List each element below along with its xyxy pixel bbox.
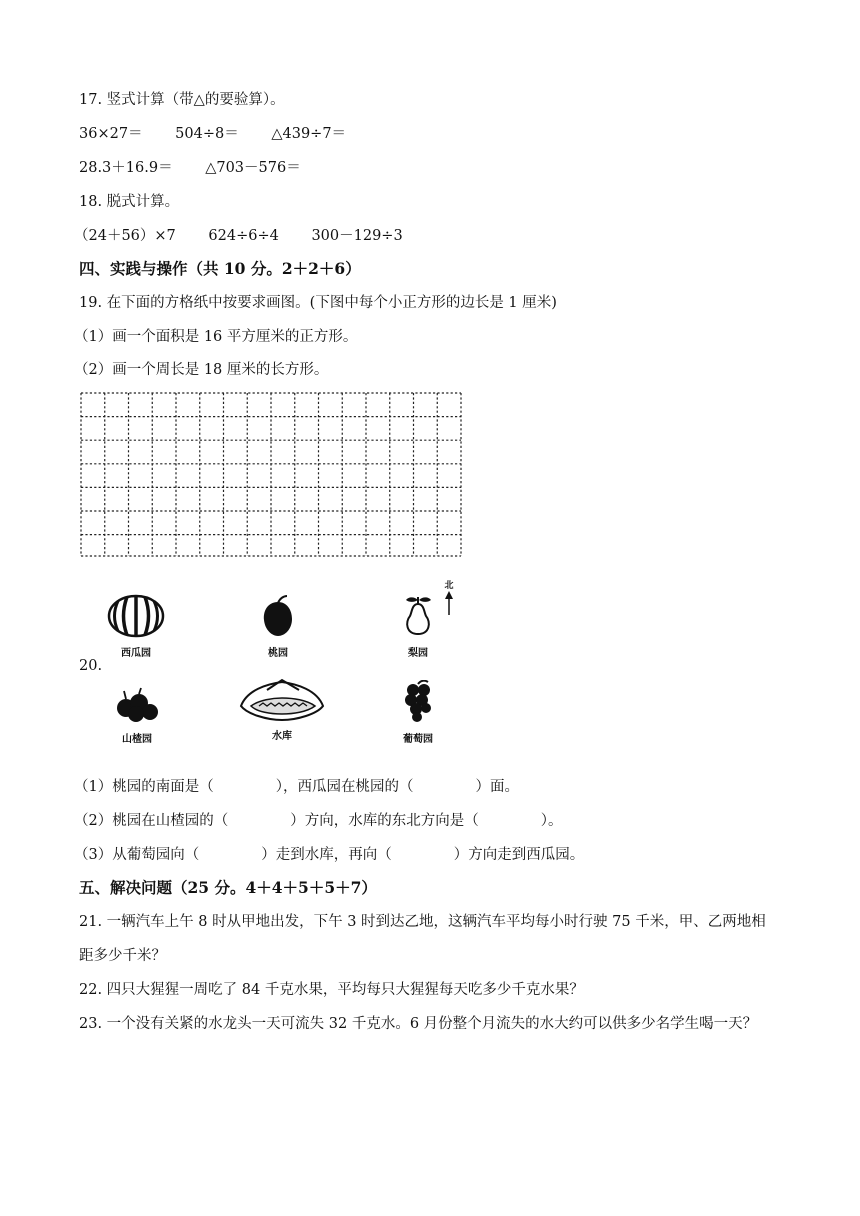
reservoir-icon [237, 676, 327, 726]
section4-heading: 四、实践与操作（共 10 分。2＋2＋6） [79, 259, 361, 278]
q17-expr-3: △439÷7＝ [271, 126, 347, 142]
hawthorn-icon [112, 686, 162, 724]
label-grape-garden: 葡萄园 [403, 734, 433, 745]
q17-expr-4: 28.3＋16.9＝ [79, 160, 173, 176]
q22-text: 22. 四只大猩猩一周吃了 84 千克水果，平均每只大猩猩每天吃多少千克水果？ [79, 982, 584, 998]
q20-part1: （1）桃园的南面是（ ），西瓜园在桃园的（ ）面。 [74, 779, 519, 795]
peach-icon [261, 594, 295, 638]
label-pear-garden: 梨园 [408, 648, 428, 659]
pear-icon [398, 594, 438, 638]
grape-icon [401, 680, 435, 724]
q18-title: 18. 脱式计算。 [79, 194, 180, 210]
q17-expr-2: 504÷8＝ [175, 126, 239, 142]
q21-line1: 21. 一辆汽车上午 8 时从甲地出发，下午 3 时到达乙地，这辆汽车平均每小时行驶 75 千米，甲、乙两地相 [79, 914, 766, 930]
q17-row1 [79, 122, 346, 143]
q18-expr-1: （24＋56）×7 [74, 228, 176, 244]
watermelon-icon [107, 594, 165, 638]
q18-row1 [74, 224, 403, 245]
peach-garden [244, 594, 312, 659]
label-reservoir: 水库 [272, 731, 292, 742]
q23-text: 23. 一个没有关紧的水龙头一天可流失 32 千克水。6 月份整个月流失的水大约可以供多少名学生喝一天？ [79, 1016, 758, 1032]
q20-part2: （2）桃园在山楂园的（ ）方向，水库的东北方向是（ ）。 [74, 813, 563, 829]
q19-part1: （1）画一个面积是 16 平方厘米的正方形。 [74, 329, 358, 345]
q20-number: 20. [79, 658, 103, 674]
reservoir [236, 676, 328, 742]
label-watermelon-garden: 西瓜园 [121, 648, 151, 659]
hawthorn-garden [102, 686, 172, 745]
q21-line2: 距多少千米？ [79, 948, 166, 964]
watermelon-garden [100, 594, 172, 659]
pear-garden [384, 594, 452, 659]
grape-garden [384, 680, 452, 745]
label-hawthorn-garden: 山楂园 [122, 734, 152, 745]
q20-part3: （3）从葡萄园向（ ）走到水库，再向（ ）方向走到西瓜园。 [74, 847, 585, 863]
q17-expr-1: 36×27＝ [79, 126, 143, 142]
section5-heading: 五、解决问题（25 分。4＋4＋5＋5＋7） [79, 878, 377, 897]
q19-title: 19. 在下面的方格纸中按要求画图。(下图中每个小正方形的边长是 1 厘米) [79, 295, 557, 311]
dotted-grid-paper[interactable] [80, 392, 464, 558]
q17-title: 17. 竖式计算（带△的要验算）。 [79, 92, 285, 108]
q18-expr-3: 300－129÷3 [311, 228, 403, 244]
q19-part2: （2）画一个周长是 18 厘米的长方形。 [74, 362, 329, 378]
north-label: 北 [444, 581, 454, 591]
q18-expr-2: 624÷6÷4 [208, 228, 279, 244]
q17-row2 [79, 156, 301, 177]
label-peach-garden: 桃园 [268, 648, 288, 659]
q17-expr-5: △703－576＝ [205, 160, 301, 176]
